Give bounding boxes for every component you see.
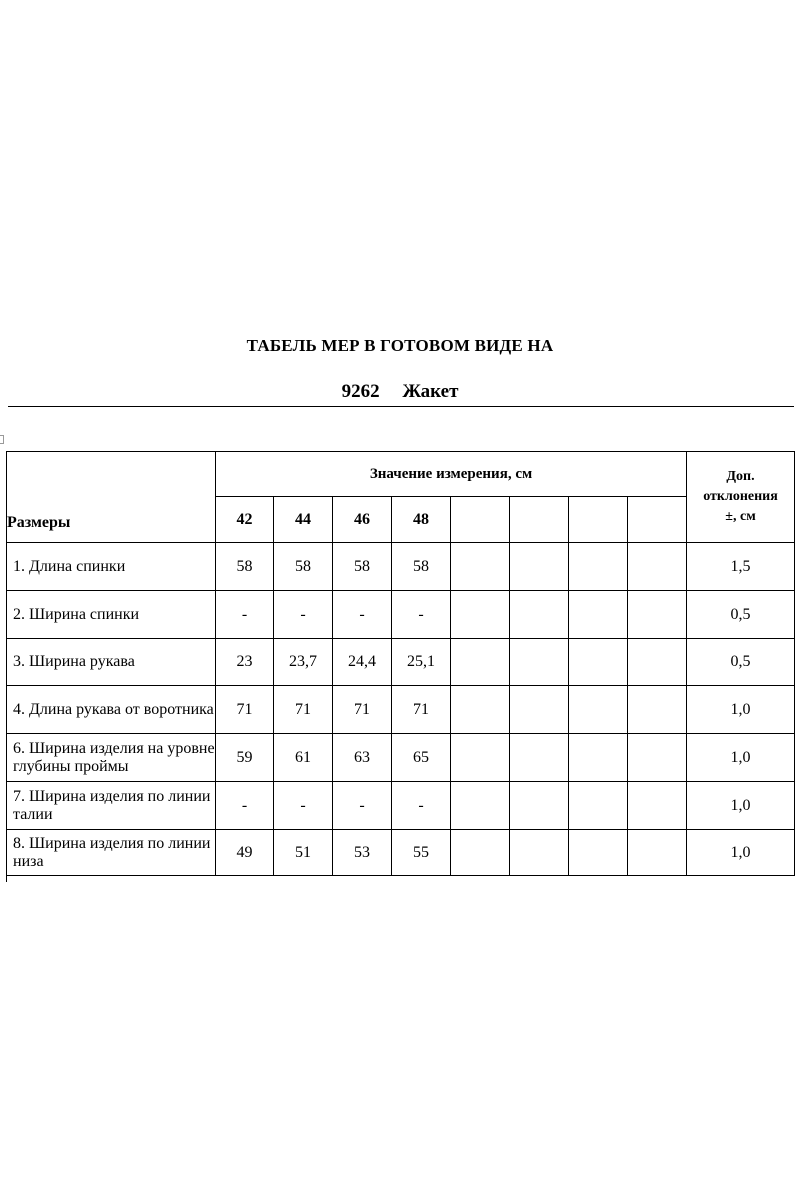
empty-cell (451, 734, 510, 782)
size-header: 42 (216, 497, 274, 543)
row-value: 71 (216, 686, 274, 734)
empty-cell (451, 543, 510, 591)
empty-cell (451, 830, 510, 876)
row-value: 51 (274, 830, 333, 876)
row-deviation: 1,0 (687, 734, 795, 782)
row-value: - (392, 782, 451, 830)
empty-cell (569, 782, 628, 830)
row-value: 71 (274, 686, 333, 734)
title-rule (8, 406, 794, 407)
empty-cell (510, 543, 569, 591)
row-value: - (216, 782, 274, 830)
row-value: 58 (274, 543, 333, 591)
empty-cell (569, 543, 628, 591)
empty-cell (628, 543, 687, 591)
table-handle (0, 435, 4, 444)
row-value: - (274, 782, 333, 830)
header-deviation-line3: ±, см (725, 509, 756, 524)
empty-cell (628, 686, 687, 734)
empty-cell (510, 591, 569, 639)
empty-cell (569, 639, 628, 686)
empty-size-cell (510, 497, 569, 543)
row-label: 1. Длина спинки (7, 543, 216, 591)
row-value: 71 (392, 686, 451, 734)
row-deviation: 0,5 (687, 639, 795, 686)
empty-cell (628, 782, 687, 830)
document-title: ТАБЕЛЬ МЕР В ГОТОВОМ ВИДЕ НА (246, 336, 554, 355)
empty-cell (628, 734, 687, 782)
empty-cell (451, 591, 510, 639)
table-row (7, 734, 795, 782)
header-measurement-group: Значение измерения, см (216, 452, 687, 497)
empty-cell (628, 830, 687, 876)
row-value: 58 (333, 543, 392, 591)
size-header: 48 (392, 497, 451, 543)
row-value: - (274, 591, 333, 639)
empty-cell (569, 686, 628, 734)
row-value: 25,1 (392, 639, 451, 686)
article-number: 9262 (341, 381, 380, 402)
empty-cell (510, 734, 569, 782)
measurement-table (6, 451, 795, 876)
row-value: - (392, 591, 451, 639)
row-deviation: 1,5 (687, 543, 795, 591)
table-row (7, 591, 795, 639)
header-sizes-label: Размеры (7, 452, 216, 543)
row-value: 71 (333, 686, 392, 734)
row-label: 4. Длина рукава от воротника (7, 686, 216, 734)
empty-size-cell (451, 497, 510, 543)
document-subtitle (0, 381, 800, 403)
row-deviation: 1,0 (687, 686, 795, 734)
row-value: - (333, 591, 392, 639)
row-deviation: 1,0 (687, 782, 795, 830)
header-deviation (687, 452, 795, 543)
row-value: 59 (216, 734, 274, 782)
empty-cell (569, 830, 628, 876)
row-value: 58 (392, 543, 451, 591)
row-label: 7. Ширина изделия по линии талии (7, 782, 216, 830)
row-label: 3. Ширина рукава (7, 639, 216, 686)
row-value: 58 (216, 543, 274, 591)
empty-cell (451, 639, 510, 686)
row-value: 49 (216, 830, 274, 876)
size-header: 44 (274, 497, 333, 543)
table-row (7, 782, 795, 830)
row-value: 53 (333, 830, 392, 876)
row-value: 65 (392, 734, 451, 782)
empty-cell (628, 591, 687, 639)
table-tail-mark (6, 874, 7, 882)
row-label: 8. Ширина изделия по линии низа (7, 830, 216, 876)
empty-size-cell (569, 497, 628, 543)
empty-cell (569, 734, 628, 782)
header-deviation-line1: Доп. (726, 469, 755, 484)
row-label: 2. Ширина спинки (7, 591, 216, 639)
row-deviation: 1,0 (687, 830, 795, 876)
empty-cell (510, 686, 569, 734)
row-value: 61 (274, 734, 333, 782)
row-value: 55 (392, 830, 451, 876)
empty-cell (510, 639, 569, 686)
table-row (7, 830, 795, 876)
row-value: - (216, 591, 274, 639)
row-value: 23,7 (274, 639, 333, 686)
table-row (7, 686, 795, 734)
row-value: 23 (216, 639, 274, 686)
empty-cell (569, 591, 628, 639)
product-name: Жакет (402, 381, 459, 402)
empty-cell (451, 782, 510, 830)
empty-size-cell (628, 497, 687, 543)
row-deviation: 0,5 (687, 591, 795, 639)
row-value: - (333, 782, 392, 830)
empty-cell (510, 830, 569, 876)
empty-cell (510, 782, 569, 830)
row-value: 24,4 (333, 639, 392, 686)
size-header: 46 (333, 497, 392, 543)
table-header-row-1 (7, 452, 795, 497)
row-value: 63 (333, 734, 392, 782)
empty-cell (451, 686, 510, 734)
header-deviation-line2: отклонения (703, 489, 778, 504)
row-label: 6. Ширина изделия на уровне глубины проймы (7, 734, 216, 782)
table-row (7, 543, 795, 591)
table-row (7, 639, 795, 686)
empty-cell (628, 639, 687, 686)
